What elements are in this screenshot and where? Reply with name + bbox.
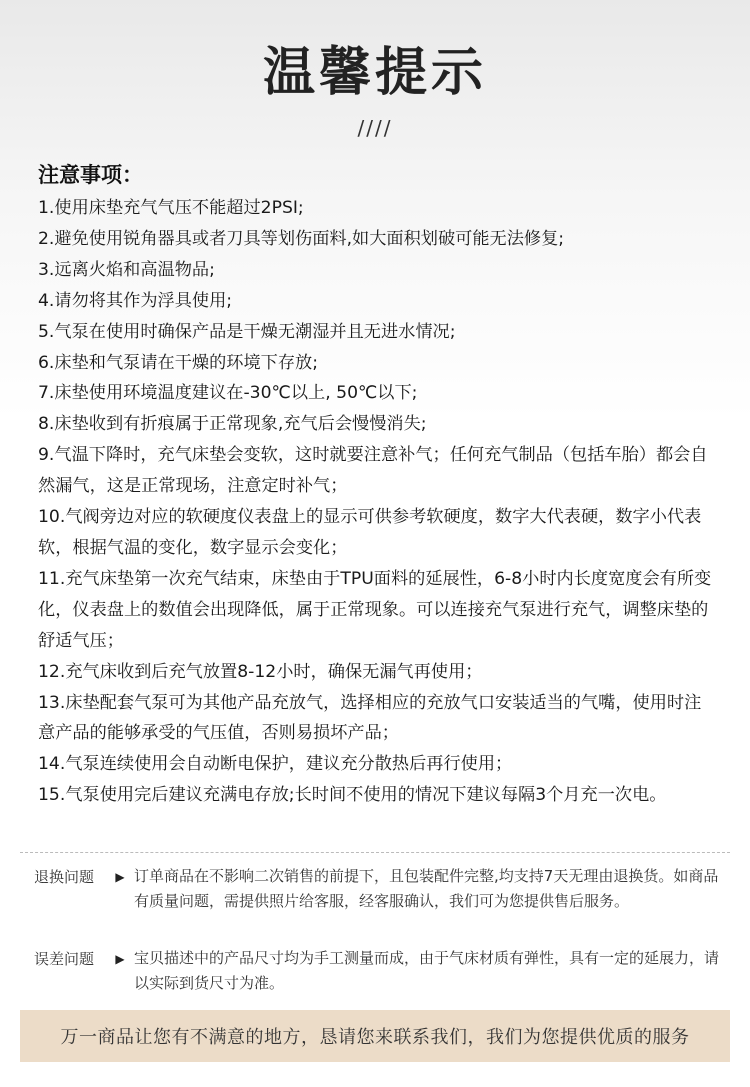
section-divider: [20, 852, 730, 853]
note-item: 3.远离火焰和高温物品;: [38, 259, 215, 280]
contact-banner: [20, 1010, 730, 1062]
note-item: 2.避免使用锐角器具或者刀具等划伤面料,如大面积划破可能无法修复;: [38, 228, 565, 249]
note-item: 9.气温下降时，充气床垫会变软，这时就要注意补气；任何充气制品（包括车胎）都会自然漏气，这是正常现场，注意定时补气；: [38, 445, 708, 497]
note-item: 13.床垫配套气泵可为其他产品充放气，选择相应的充放气口安装适当的气嘴，使用时注意产品的能够承受的气压值，否则易损坏产品；: [38, 692, 702, 744]
title-decoration: ////: [357, 116, 393, 140]
note-item: 12.充气床收到后充气放置8-12小时，确保无漏气再使用；: [38, 661, 483, 682]
note-item: 4.请勿将其作为浮具使用;: [38, 290, 233, 311]
policy-label: 退换问题: [34, 868, 95, 886]
policy-text: 宝贝描述中的产品尺寸均为手工测量而成，由于气床材质有弹性，具有一定的延展力，请以实际到货尺寸为准。: [134, 949, 720, 992]
return-policy: [34, 864, 724, 914]
note-item: 10.气阀旁边对应的软硬度仪表盘上的显示可供参考软硬度，数字大代表硬，数字小代表软，根据气温的变化，数字显示会变化；: [38, 507, 702, 558]
page-title: 温馨提示: [262, 43, 487, 103]
note-item: 8.床垫收到有折痕属于正常现象,充气后会慢慢消失;: [38, 414, 427, 435]
size-error-policy: [34, 946, 724, 996]
note-item: 6.床垫和气泵请在干燥的环境下存放;: [38, 352, 319, 373]
note-item: 5.气泵在使用时确保产品是干燥无潮湿并且无进水情况;: [38, 321, 456, 342]
notes-heading: 注意事项：: [38, 163, 143, 187]
note-item: 7.床垫使用环境温度建议在-30℃以上, 50℃以下;: [38, 383, 418, 404]
note-item: 15.气泵使用完后建议充满电存放;长时间不使用的情况下建议每隔3个月充一次电。: [38, 785, 667, 806]
notes-list: [38, 193, 718, 811]
note-item: 14.气泵连续使用会自动断电保护，建议充分散热后再行使用；: [38, 754, 513, 775]
contact-banner-text: 万一商品让您有不满意的地方，恳请您来联系我们，我们为您提供优质的服务: [60, 1027, 690, 1048]
note-item: 1.使用床垫充气气压不能超过2PSI;: [38, 198, 304, 218]
policy-text: 订单商品在不影响二次销售的前提下，且包装配件完整,均支持7天无理由退换货。如商品有质量问题，需提供照片给客服，经客服确认，我们可为您提供售后服务。: [134, 867, 719, 910]
play-arrow-icon: ▶: [115, 870, 125, 884]
policy-label: 误差问题: [34, 950, 95, 968]
note-item: 11.充气床垫第一次充气结束，床垫由于TPU面料的延展性，6-8小时内长度宽度会有所变化，仪表盘上的数值会出现降低，属于正常现象。可以连接充气泵进行充气，调整床垫的舒适气压；: [38, 568, 712, 651]
play-arrow-icon: ▶: [115, 952, 125, 966]
